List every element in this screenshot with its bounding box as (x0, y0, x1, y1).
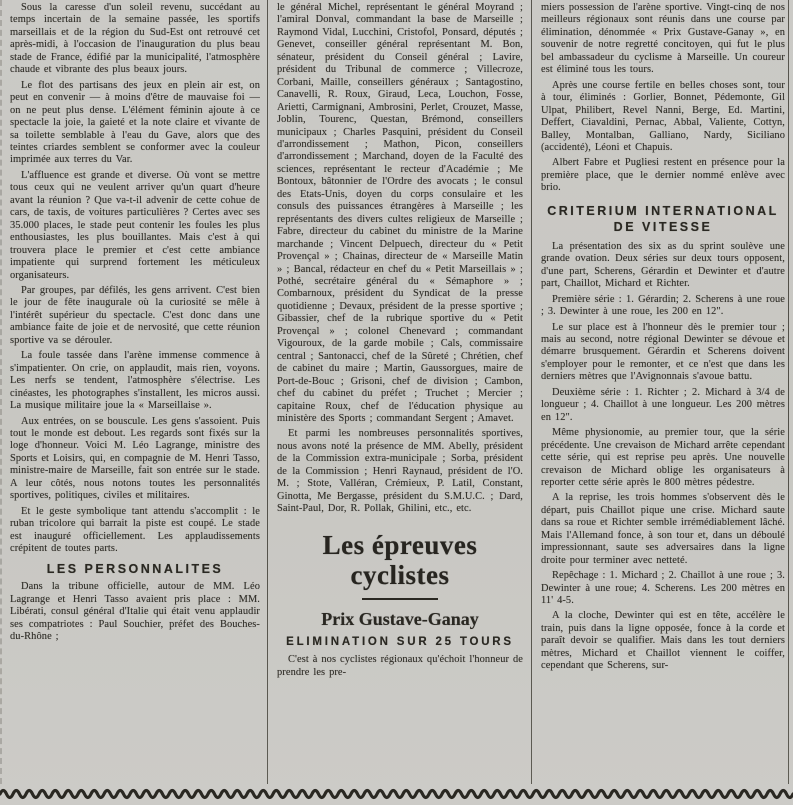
article-paragraph: Albert Fabre et Pugliesi restent en présence pour la première place, que le dernier nommé enlève avec brio. (541, 157, 785, 194)
article-paragraph: Première série : 1. Gérardin; 2. Scherens à une roue ; 3. Dewinter à une roue, les 200 en 12". (541, 293, 785, 318)
heading-line: DE VITESSE (613, 219, 713, 234)
article-column-right (541, 2, 785, 788)
kicker-elimination: ELIMINATION SUR 25 TOURS (286, 636, 514, 649)
article-paragraph: Et parmi les nombreuses personnalités sportives, nous avons noté la présence de MM. Abelly, président de la Commission extra-municipale ; Sorba, président de la Commission ; Henri Raynaud, président de l'O. M. ; Stote, Valléran, Crémieux, P. Latil, Constant, Ginotta, Me Bergasse, président du S.M.U.C. ; Dard, Saint-Paul, Dor, R. Pollak, Ghilini, etc., etc. (277, 428, 523, 515)
article-paragraph: Même physionomie, au premier tour, que la série précédente. Une crevaison de Michard arrête cependant cette série, qui est reprise peu après. Une nouvelle crevaison de Michard oblige les organisateurs à reporter cette série après le 800 mètres pédestre. (541, 427, 785, 488)
article-paragraph: Repêchage : 1. Michard ; 2. Chaillot à une roue ; 3. Dewinter à une roue; 4. Scherens. Les 200 mètres en 11' 4-5. (541, 570, 785, 607)
headline-rule (362, 598, 438, 601)
subhead-prix-gustave-ganay: Prix Gustave-Ganay (321, 609, 479, 630)
page-edge-rule (788, 0, 789, 784)
article-column-left (10, 2, 260, 788)
section-heading-criterium (541, 203, 785, 235)
cycling-headline-block (277, 530, 523, 649)
article-paragraph: A la cloche, Dewinter qui est en tête, accélère le train, puis dans la ligne opposée, fonce à la corde et paraît devoir se qualifier. Mais dans les tout derniers mètres, Michard et Chaillot viennent le coiffer, cependant que Scherens, sur- (541, 610, 785, 672)
article-paragraph: L'affluence est grande et diverse. Où vont se mettre tous ceux qui ne veulent arriver qu'un quart d'heure avant la réunion ? Que va-t-il advenir de cette cohue de cars, de taxis, de voitures particulières ? Certes avec ses 35.000 places, le stade peut contenir les foules les plus enthousiastes, les plus bouillantes. Mais c'est à qui trouvera place le premier et c'est cette ambiance impatiente qui surprend fortement les méticuleux organisateurs. (10, 169, 260, 281)
article-paragraph: La foule tassée dans l'arène immense commence à s'impatienter. On crie, on applaudit, mais rien, voyons. Les nerfs se tendent, l'atmosphère s'électrise. Les cinéastes, les photographes s'installent, les micros aussi. La musique militaire joue la « Marseillaise ». (10, 350, 260, 412)
article-paragraph: Le sur place est à l'honneur dès le premier tour ; mais au second, notre régional Dewinter se dévoue et démarre brusquement. Gérardin et Scherens doivent s'employer pour le remonter, et ce n'est que dans les derniers mètres que l'Avignonnais s'avoue battu. (541, 321, 785, 383)
article-paragraph: Et le geste symbolique tant attendu s'accomplit : le ruban tricolore qui barrait la piste est coupé. Le stade est inauguré officiellement. Les applaudissements crépitent de toutes parts. (10, 505, 260, 555)
wavy-divider (0, 785, 793, 803)
heading-line: CRITERIUM INTERNATIONAL (547, 203, 779, 218)
article-paragraph: A la reprise, les trois hommes s'observent dès le départ, puis Chaillot pique une crise. Michard saute dans sa roue et Richter semble irrémédiablement lâché. Mais l'Allemand fonce, à son tour et, dans un déboulé impressionnant, saute ses adversaires dans la ligne droite pour terminer avec netteté. (541, 492, 785, 566)
article-paragraph: Deuxième série : 1. Richter ; 2. Michard à 3/4 de longueur ; 4. Chaillot à une longueur. Les 200 mètres en 12". (541, 386, 785, 423)
article-paragraph: Après une course fertile en belles choses sont, tour à tour, éliminés : Gorlier, Bonnet, Pédemonte, Gil Ulpat, Philibert, Revel Nanni, Berge, Ed. Martini, Deffert, Ciavaldini, Pernac, Abbal, Valiente, Cottyn, Balley, Montalban, Galliano, Nardy, Siciliano (accidenté), Léoni et Chapuis. (541, 79, 785, 153)
column-rule (267, 0, 268, 784)
article-paragraph: Dans la tribune officielle, autour de MM. Léo Lagrange et Henri Tasso avaient pris place : MM. Libérati, consul général d'Italie qui était venu applaudir ses compatriotes : Paul Souchier, préfet des Bouches-du-Rhône ; (10, 581, 260, 643)
article-paragraph: Sous la caresse d'un soleil revenu, succédant au temps incertain de la semaine passée, les sportifs marseillais et de la région du Sud-Est ont retrouvé cet après-midi, à l'occasion de l'inauguration du plus beau stade de France, édifié par la municipalité, l'atmosphère chaude et vibrante des plus beaux jours. (10, 2, 260, 76)
column-rule (531, 0, 532, 784)
article-paragraph: le général Michel, représentant le général Moyrand ; l'amiral Donval, commandant la base de Marseille ; Raymond Vidal, Lucchini, Cristofol, Ponsard, députés ; Genevet, conseiller général représentant M. Bon, sénateur, président du Conseil général ; Lavire, président du Tribunal de commerce ; Villecroze, Corbani, Maille, conseillers généraux ; Santagostino, Canavelli, R. Roux, Giraud, Leca, Louchon, Fosse, Arietti, Carmignani, Ambrosini, Perlet, Crouzet, Masse, Joblin, Tourenc, Questan, Brémond, conseillers municipaux ; Charles Pasquini, président du Conseil d'arrondissement ; Mathon, Picon, conseillers d'arrondissement ; Marchand, doyen de la Faculté des sciences, représentant le recteur d'Académie ; Me Bontoux, bâtonnier de l'Ordre des avocats ; le consul des Etats-Unis, doyen du corps consulaire et les consuls des puissances étrangères à Marseille ; les représentants des divers cultes religieux de Marseille ; Fabre, directeur du cabinet du ministre de la Marine marchande ; Vincent Delpuech, directeur du « Petit Provençal » ; Chainas, directeur de « Marseille Matin » ; Bancal, rédacteur en chef du « Petit Marseillais » ; Pothé, secrétaire général du « Sémaphore » ; Combarnoux, président du Syndicat de la presse quotidienne ; Devaux, président de la presse sportive ; Gibassier, chef de la rubrique sportive du « Petit Provençal » ; colonel Chenevard ; commandant Vigouroux, de la garde mobile ; Cals, commissaire central ; Santonacci, chef de la Sûreté ; Chrétien, chef de cabinet du maire ; Martin, Gaussorgues, maire de Port-de-Bouc ; Grisoni, chef de division ; Cambon, chef du cabinet du préfet ; Truchet ; Mercier ; capitaine Roux, chef de l'éducation physique au ministère des Sports ; commandant Sergent ; Amavet. (277, 2, 523, 424)
headline-epreuves-cyclistes: Les épreuves cyclistes (322, 529, 478, 590)
article-paragraph: Le flot des partisans des jeux en plein air est, on peut en convenir — à moins d'être de mauvaise foi — on ne peut plus dense. L'élément féminin ajoute à ce spectacle la joie, la gaieté et la note claire et vivante de sa toilette semblable à l'eau du Gave, alors que des teintes criardes semblent se conformer avec la couleur imprimée aux terres du Var. (10, 79, 260, 166)
left-margin-marks (0, 0, 7, 784)
section-heading-personnalites: LES PERSONNALITES (46, 562, 224, 577)
article-paragraph: Par groupes, par défilés, les gens arrivent. C'est bien le jour de fête inaugurale où la curiosité se mêle à l'intérêt supérieur du spectacle. C'est donc dans une ambiance faite de joie et de nervosité, que cette réunion sportive va se dérouler. (10, 284, 260, 346)
article-paragraph: La présentation des six as du sprint soulève une grande ovation. Deux séries sur deux tours opposent, d'une part, Scherens, Gérardin et Dewinter et d'autre part, Chaillot, Michard et Richter. (541, 240, 785, 290)
article-paragraph: C'est à nos cyclistes régionaux qu'échoit l'honneur de prendre les pre- (277, 654, 523, 678)
article-column-middle (277, 2, 523, 788)
article-paragraph: miers possession de l'arène sportive. Vingt-cinq de nos meilleurs régionaux sont réunis dans une course par élimination, dénommée « Prix Gustave-Ganay », en souvenir de notre regretté concitoyen, qui fut le plus bel ambassadeur du cyclisme à Marseille. Un coureur est éliminé tous les tours. (541, 2, 785, 76)
article-paragraph: Aux entrées, on se bouscule. Les gens s'assoient. Puis tout le monde est debout. Les regards sont fixés sur la loge d'honneur. Voici M. Léo Lagrange, ministre des Sports et Loisirs, qui, en compagnie de M. Henri Tasso, ministre-maire de Marseille, fait son entrée sur le stade. A leur côtés, nous notons toutes les personnalités sportives, politiques, civiles et militaires. (10, 415, 260, 502)
